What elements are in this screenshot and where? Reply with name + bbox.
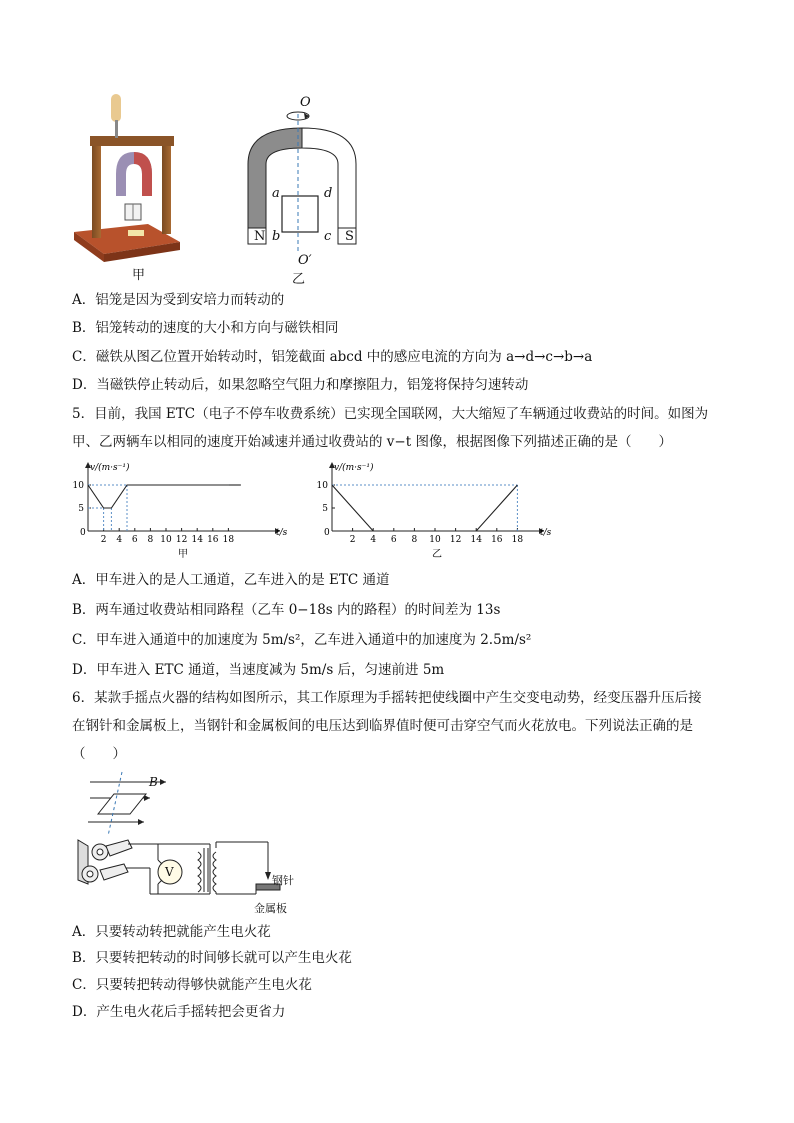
vt-chart-yi — [316, 458, 552, 562]
x-tick-label: 16 — [491, 535, 503, 545]
apparatus-illustration-jia — [70, 92, 186, 264]
plate-label: 金属板 — [254, 902, 287, 915]
corner-b-label: b — [272, 229, 281, 244]
voltmeter-icon: V — [165, 865, 174, 879]
x-tick-label: 4 — [116, 535, 123, 545]
q5-option-a: A．甲车进入的是人工通道，乙车进入的是 ETC 通道 — [72, 572, 390, 588]
q4-option-b: B．铝笼转动的速度的大小和方向与磁铁相同 — [72, 320, 339, 336]
x-tick-label: 14 — [470, 535, 482, 545]
x-tick-label: 10 — [160, 535, 172, 545]
x-axis-label: t/s — [540, 528, 552, 538]
chart-title: 乙 — [432, 549, 442, 560]
corner-c-label: c — [324, 229, 332, 244]
origin-tick-label: 0 — [80, 528, 86, 538]
needle-label: 钢针 — [272, 874, 294, 887]
q6-stem-line2: 在钢针和金属板上，当钢针和金属板间的电压达到临界值时便可击穿空气而火花放电。下列说法正确的是 — [72, 718, 693, 734]
figure-yi-label: 乙 — [292, 272, 306, 287]
series-line — [88, 485, 228, 508]
x-tick-label: 10 — [429, 535, 441, 545]
origin-tick-label: 0 — [324, 528, 330, 538]
q6-stem-line1: 6．某款手摇点火器的结构如图所示，其工作原理为手摇转把使线圈中产生交变电动势，经变压器升压后接 — [72, 690, 702, 706]
figure-jia-label: 甲 — [132, 268, 146, 283]
x-tick-label: 18 — [222, 535, 235, 545]
y-axis-label: v/(m·s⁻¹) — [334, 463, 374, 473]
q4-option-a: A．铝笼是因为受到安培力而转动的 — [72, 292, 285, 308]
x-axis-label: t/s — [276, 528, 288, 538]
x-tick-label: 8 — [147, 535, 154, 545]
x-tick-label: 2 — [349, 535, 356, 545]
q6-option-b: B．只要转把转动的时间够长就可以产生电火花 — [72, 950, 352, 966]
x-tick-label: 6 — [131, 535, 138, 545]
series-line — [332, 485, 517, 531]
vt-chart-jia — [70, 458, 292, 562]
igniter-diagram — [70, 770, 310, 918]
corner-a-label: a — [272, 186, 280, 201]
q4-option-d: D．当磁铁停止转动后，如果忽略空气阻力和摩擦阻力，铝笼将保持匀速转动 — [72, 377, 529, 393]
q6-option-a: A．只要转动转把就能产生电火花 — [72, 924, 271, 940]
x-tick-label: 4 — [370, 535, 377, 545]
corner-d-label: d — [324, 186, 333, 201]
q5-option-b: B．两车通过收费站相同路程（乙车 0−18s 内的路程）的时间差为 13s — [72, 602, 501, 618]
chart-title: 甲 — [178, 549, 188, 560]
q6-stem-line3: （ ） — [72, 746, 126, 762]
q5-stem-line1: 5．目前，我国 ETC（电子不停车收费系统）已实现全国联网，大大缩短了车辆通过收费站的时间。如图为 — [72, 406, 709, 422]
x-tick-label: 8 — [411, 535, 418, 545]
q5-option-c: C．甲车进入通道中的加速度为 5m/s²，乙车进入通道中的加速度为 2.5m/s² — [72, 632, 532, 648]
pole-s-label: S — [345, 229, 354, 244]
x-tick-label: 12 — [449, 535, 462, 545]
q5-option-d: D．甲车进入 ETC 通道，当速度减为 5m/s 后，匀速前进 5m — [72, 662, 445, 678]
axis-o-prime-label: O′ — [298, 253, 312, 268]
y-tick-label: 10 — [72, 481, 84, 491]
b-field-label: B — [149, 775, 158, 789]
x-tick-label: 6 — [390, 535, 397, 545]
x-tick-label: 12 — [175, 535, 188, 545]
q6-option-d: D．产生电火花后手摇转把会更省力 — [72, 1004, 286, 1020]
y-tick-label: 5 — [78, 504, 84, 514]
pole-n-label: N — [254, 229, 266, 244]
q4-option-c: C．磁铁从图乙位置开始转动时，铝笼截面 abcd 中的感应电流的方向为 a→d→c→b→a — [72, 349, 593, 365]
y-tick-label: 10 — [316, 481, 328, 491]
q6-option-c: C．只要转把转动得够快就能产生电火花 — [72, 977, 312, 993]
x-tick-label: 14 — [191, 535, 203, 545]
y-axis-label: v/(m·s⁻¹) — [90, 463, 130, 473]
q5-stem-line2: 甲、乙两辆车以相同的速度开始减速并通过收费站的 v−t 图像，根据图像下列描述正确的是（ ） — [72, 434, 672, 450]
x-tick-label: 18 — [511, 535, 524, 545]
x-tick-label: 16 — [207, 535, 219, 545]
axis-o-label: O — [300, 95, 311, 110]
x-tick-label: 2 — [100, 535, 107, 545]
y-tick-label: 5 — [322, 504, 328, 514]
